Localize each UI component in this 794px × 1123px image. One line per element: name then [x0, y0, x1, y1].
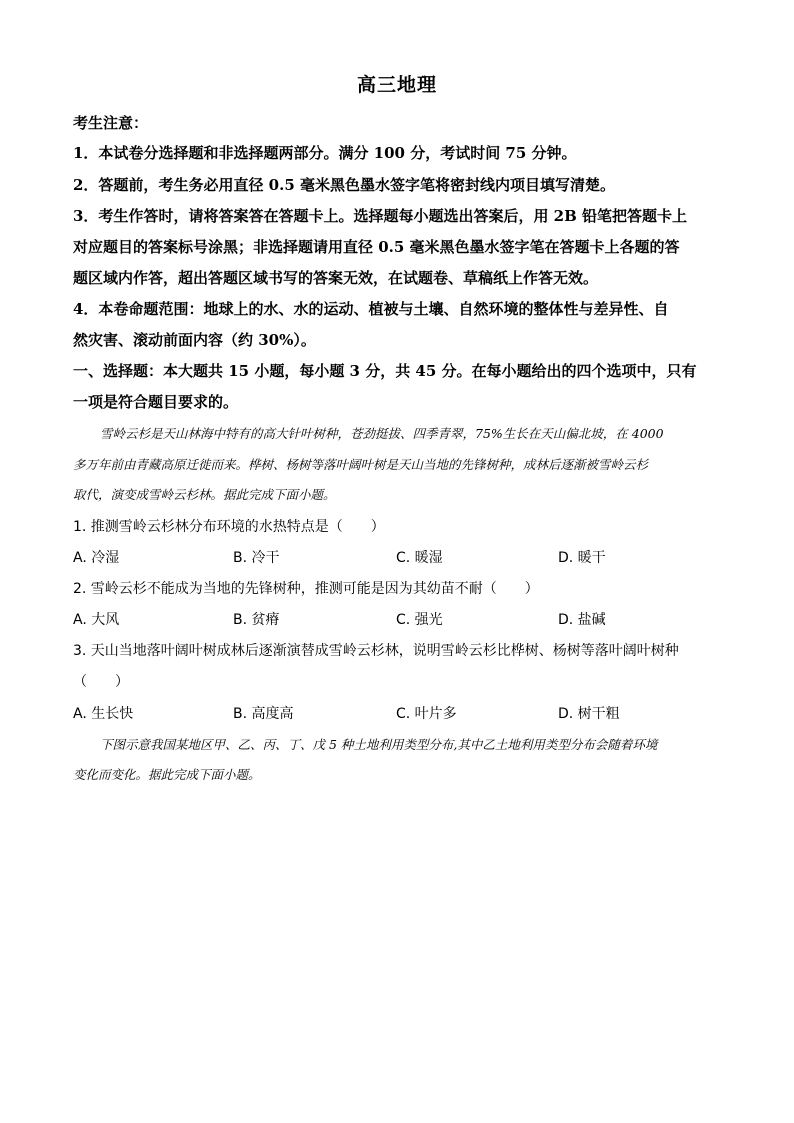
notice-item-3: 3．考生作答时，请将答案答在答题卡上。选择题每小题选出答案后，用 2B 铅笔把答题卡上 — [73, 207, 688, 225]
question-1-option-c: C. 暖湿 — [396, 550, 443, 566]
notice-item-4: 4．本卷命题范围：地球上的水、水的运动、植被与土壤、自然环境的整体性与差异性、自 — [73, 300, 669, 318]
notice-item-2: 2．答题前，考生务必用直径 0.5 毫米黑色墨水签字笔将密封线内项目填写清楚。 — [73, 176, 615, 194]
passage-1-line-3: 取代，演变成雪岭云杉林。据此完成下面小题。 — [73, 487, 336, 502]
question-3-stem-cont: （ ） — [73, 674, 129, 690]
question-1-option-b: B. 冷干 — [233, 550, 280, 566]
question-2-option-a: A. 大风 — [73, 612, 120, 628]
passage-1-line-1: 雪岭云杉是天山林海中特有的高大针叶树种，苍劲挺拔、四季青翠，75%生长在天山偏北坡，在 4000 — [100, 426, 664, 441]
notice-item-3-cont-1: 对应题目的答案标号涂黑；非选择题请用直径 0.5 毫米黑色墨水签字笔在答题卡上各题的答 — [73, 238, 680, 256]
notice-item-3-cont-2: 题区域内作答，超出答题区域书写的答案无效，在试题卷、草稿纸上作答无效。 — [73, 269, 599, 287]
question-2-option-b: B. 贫瘠 — [233, 612, 280, 628]
question-3-option-d: D. 树干粗 — [558, 706, 620, 722]
question-2-option-d: D. 盐碱 — [558, 612, 606, 628]
section-heading-line-1: 一、选择题：本大题共 15 小题，每小题 3 分，共 45 分。在每小题给出的四个选项中，只有 — [73, 362, 697, 380]
question-1-option-a: A. 冷湿 — [73, 550, 120, 566]
question-3-option-c: C. 叶片多 — [396, 706, 457, 722]
question-3-option-a: A. 生长快 — [73, 706, 134, 722]
notice-item-4-cont: 然灾害、滚动前面内容（约 30%）。 — [73, 331, 316, 349]
notice-heading: 考生注意： — [73, 114, 149, 132]
question-3-stem: 3. 天山当地落叶阔叶树成林后逐渐演替成雪岭云杉林，说明雪岭云杉比桦树、杨树等落叶阔叶树种 — [73, 643, 679, 659]
passage-2-line-1: 下图示意我国某地区甲、乙、丙、丁、戊 5 种土地利用类型分布,其中乙土地利用类型分布会随着环境 — [100, 737, 658, 752]
question-1-option-d: D. 暖干 — [558, 550, 606, 566]
passage-2-line-2: 变化而变化。据此完成下面小题。 — [73, 767, 261, 782]
notice-item-1: 1．本试卷分选择题和非选择题两部分。满分 100 分，考试时间 75 分钟。 — [73, 144, 577, 162]
question-2-option-c: C. 强光 — [396, 612, 443, 628]
question-3-option-b: B. 高度高 — [233, 706, 294, 722]
passage-1-line-2: 多万年前由青藏高原迁徙而来。桦树、杨树等落叶阔叶树是天山当地的先锋树种，成林后逐渐被雪岭云杉 — [73, 457, 649, 472]
question-2-stem: 2. 雪岭云杉不能成为当地的先锋树种，推测可能是因为其幼苗不耐（ ） — [73, 581, 539, 597]
question-1-stem: 1. 推测雪岭云杉林分布环境的水热特点是（ ） — [73, 519, 385, 535]
page-title: 高三地理 — [356, 74, 437, 96]
section-heading-line-2: 一项是符合题目要求的。 — [73, 393, 239, 411]
